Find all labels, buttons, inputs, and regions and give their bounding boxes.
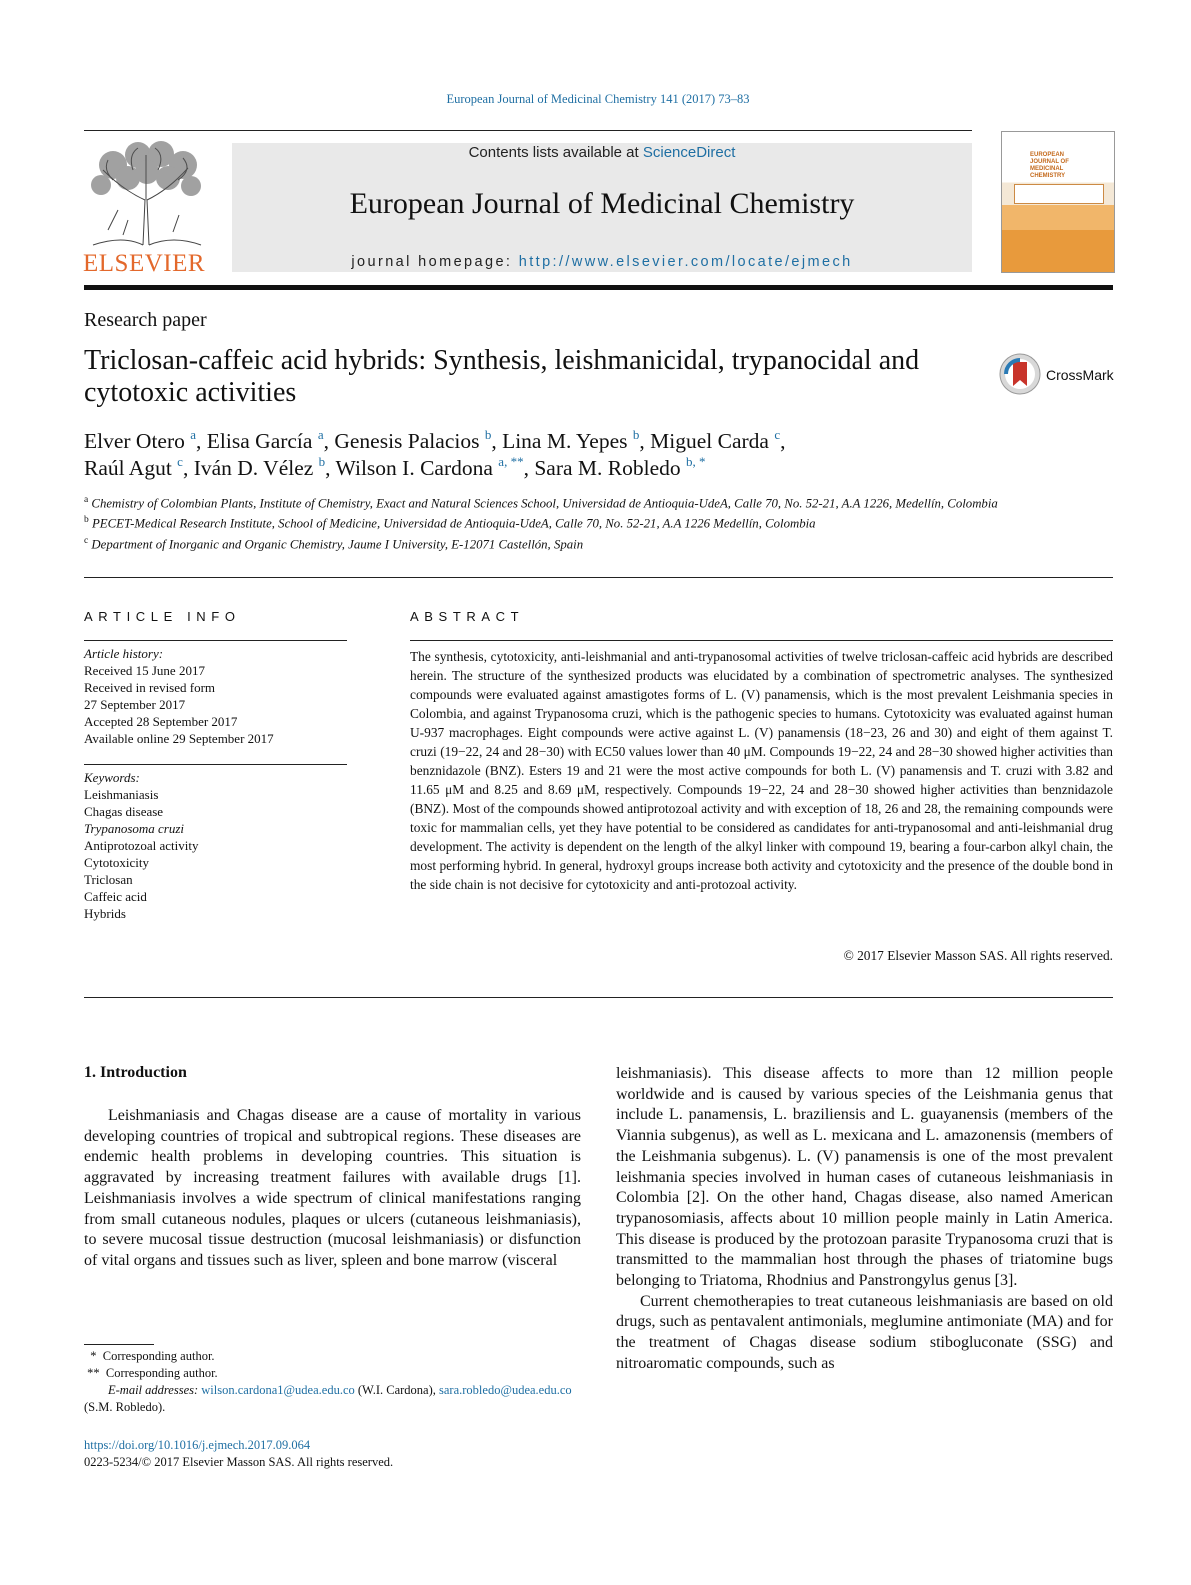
- paragraph: leishmaniasis). This disease affects to more than 12 million people worldwide and is caused by various species of the Leishmania genus that include L. panamensis, L. braziliensis and L. guayanensis (members of the Viannia subgenus), as well as L. mexicana and L. amazonensis (members of the Leishmania subgenus). L. (V) panamensis is one of the most prevalent leishmania species involved in human cases of cutaneous leishmaniasis in Colombia [2]. On the other hand, Chagas disease, also named American trypanosomiasis, affects about 10 million people mainly in Latin America. This disease is produced by the protozoan parasite Trypanosoma cruzi that is transmitted to the mammalian host through the phases of triatomine bugs belonging to Triatoma, Rhodnius and Panstrongylus genus [3].: [616, 1065, 1113, 1290]
- footnote-text: Corresponding author.: [105, 1366, 218, 1380]
- paragraph: Leishmaniasis and Chagas disease are a cause of mortality in various developing countries of tropical and subtropical regions. These diseases are endemic health problems in developing countries. This situation is aggravated by increasing treatment failures with available drugs [1]. Leishmaniasis involves a wide spectrum of clinical manifestations ranging from small cutaneous nodules, plaques or ulcers (cutaneous leishmaniasis), to severe mucosal tissue destruction (mucosal leishmaniasis) or disfunction of vital organs and tissues such as liver, spleen and bone marrow (visceral: [84, 1107, 581, 1269]
- author-name[interactable]: Lina M. Yepes: [502, 429, 628, 453]
- author-name[interactable]: Wilson I. Cardona: [335, 456, 493, 480]
- author-affil-mark[interactable]: a: [190, 427, 197, 442]
- keyword: Leishmaniasis: [84, 787, 159, 802]
- doi-link[interactable]: https://doi.org/10.1016/j.ejmech.2017.09.064: [84, 1438, 311, 1452]
- keywords-label: Keywords:: [84, 770, 140, 785]
- footnote-corresponding: [84, 1348, 584, 1365]
- header-bottom-rule: [84, 285, 1113, 290]
- affiliation-mark: b: [84, 515, 89, 526]
- affiliation-text: PECET-Medical Research Institute, School of Medicine, Universidad de Antioquia-UdeA, Calle 70, No. 52-21, A.A 1226 Medellín, Colombia: [91, 516, 816, 531]
- footnote-text: Corresponding author.: [102, 1349, 215, 1363]
- history-item: Accepted 28 September 2017: [84, 714, 238, 729]
- affiliation-mark: a: [84, 495, 89, 505]
- author-name[interactable]: Raúl Agut: [84, 456, 172, 480]
- author-list: Elver Otero $^a$, Elisa García $^a$, Genesis Palacios $^b$, Lina M. Yepes $^b$, Miguel Carda $^c$, Raúl Agut $^c$, Iván D. Vélez $^b$, Wilson I. Cardona $^{a, **}$, Sara M. Robledo $^{b, *}$: [84, 427, 786, 480]
- keyword: Triclosan: [84, 872, 133, 887]
- affiliation: [84, 512, 1114, 532]
- history-item: Available online 29 September 2017: [84, 731, 274, 746]
- footnotes: [84, 1348, 584, 1416]
- footnote-corresponding: [84, 1365, 584, 1382]
- email-owner: (W.I. Cardona),: [357, 1383, 436, 1397]
- keyword: Trypanosoma cruzi: [84, 821, 185, 836]
- author-affil-mark[interactable]: b, *: [686, 454, 706, 469]
- history-item: Received 15 June 2017: [84, 663, 205, 678]
- cover-graphic: [1014, 184, 1104, 204]
- contents-line: [232, 144, 972, 161]
- cover-title: EUROPEAN JOURNAL OF MEDICINAL CHEMISTRY: [1030, 152, 1069, 179]
- contents-prefix: Contents lists available at: [468, 144, 643, 161]
- author-name[interactable]: Elver Otero: [84, 429, 185, 453]
- email-link[interactable]: sara.robledo@udea.edu.co: [439, 1383, 572, 1397]
- article-info-rule: [84, 640, 347, 641]
- running-head[interactable]: European Journal of Medicinal Chemistry 141 (2017) 73–83: [446, 92, 750, 106]
- article-type: Research paper: [84, 309, 207, 331]
- author-affil-mark[interactable]: c: [177, 454, 183, 469]
- elsevier-tree-icon: [83, 140, 208, 250]
- author-name[interactable]: Iván D. Vélez: [193, 456, 314, 480]
- sciencedirect-link[interactable]: ScienceDirect: [642, 144, 736, 161]
- email-owner: (S.M. Robledo).: [84, 1400, 166, 1414]
- homepage-line: [232, 254, 972, 270]
- crossmark-icon: [998, 352, 1042, 396]
- elsevier-wordmark: ELSEVIER: [83, 250, 206, 277]
- footnote-emails: [84, 1382, 584, 1416]
- journal-header-box: [232, 143, 972, 272]
- issn-line: 0223-5234/© 2017 Elsevier Masson SAS. All rights reserved.: [84, 1455, 394, 1469]
- abstract-rule: [410, 640, 1113, 641]
- author-affil-mark[interactable]: a, **: [498, 454, 524, 469]
- affiliation: [84, 533, 1114, 553]
- article-title: Triclosan-caffeic acid hybrids: Synthesis, leishmanicidal, trypanocidal and cytotoxic activities: [84, 345, 920, 408]
- footnote-rule: [84, 1344, 154, 1345]
- keyword: Caffeic acid: [84, 889, 147, 904]
- affiliation-text: Chemistry of Colombian Plants, Institute of Chemistry, Exact and Natural Sciences School, Universidad de Antioquia-UdeA, Calle 70, No. 52-21, A.A 1226, Medellín, Colombia: [91, 496, 998, 511]
- article-info-heading: ARTICLE INFO: [84, 609, 241, 624]
- history-item: 27 September 2017: [84, 697, 186, 712]
- author-affil-mark[interactable]: b: [632, 427, 640, 442]
- affiliation: [84, 492, 1114, 512]
- journal-name: European Journal of Medicinal Chemistry: [349, 187, 855, 220]
- keyword: Chagas disease: [84, 804, 164, 819]
- abstract-bottom-rule: [84, 997, 1113, 998]
- keywords: [84, 769, 347, 922]
- author-name[interactable]: Miguel Carda: [650, 429, 769, 453]
- keyword: Cytotoxicity: [84, 855, 149, 870]
- header-top-rule: [84, 130, 972, 131]
- homepage-link[interactable]: http://www.elsevier.com/locate/ejmech: [518, 254, 853, 270]
- author-name[interactable]: Elisa García: [206, 429, 313, 453]
- author-affil-mark[interactable]: b: [318, 454, 326, 469]
- body-column-right: [616, 1064, 1113, 1375]
- keywords-rule: [84, 764, 347, 765]
- footnote-mark: **: [87, 1366, 100, 1380]
- author-name[interactable]: Sara M. Robledo: [534, 456, 681, 480]
- elsevier-logo[interactable]: [83, 140, 208, 278]
- author-affil-mark[interactable]: a: [317, 427, 324, 442]
- body-column-left: [84, 1106, 581, 1272]
- affiliation-mark: c: [84, 535, 89, 546]
- article-history: [84, 645, 347, 747]
- crossmark-badge[interactable]: [998, 352, 1116, 396]
- history-item: Received in revised form: [84, 680, 216, 695]
- history-label: Article history:: [84, 646, 164, 661]
- abstract-text: The synthesis, cytotoxicity, anti-leishmanial and anti-trypanosomal activities of twelve triclosan-caffeic acid hybrids are described herein. The structure of the synthesized products was elucidated by a combination of spectrometric analyses. The synthesized compounds were evaluated against amastigotes forms of L. (V) panamensis, which is the most prevalent Leishmania species in Colombia, and against Trypanosoma cruzi, which is the pathogenic species to humans. Cytotoxicity was evaluated against human U-937 macrophages. Eight compounds were active against L. (V) panamensis (18−23, 26 and 30) and eight of them against T. cruzi (19−22, 24 and 28−30) with EC50 values lower than 40 μM. Compounds 19−22, 24 and 28−30 showed higher activities than benznidazole (BNZ). Esters 19 and 21 were the most active compounds for both L. (V) panamensis and T. cruzi with 3.82 and 11.65 μM and 8.25 and 8.69 μM, respectively. Compounds 19−22, 24 and 28−30 showed higher activities than benznidazole (BNZ). Most of the compounds showed antiprotozoal activity and with exception of 18, 26 and 28, the remaining compounds were toxic for mammalian cells, yet they have potential to be considered as candidates for anti-trypanosomal and anti-leishmanial drug development. The activity is dependent on the length of the alkyl linker with compound 19, bearing a four-carbon alkyl chain, the most performing hybrid. In general, hydroxyl groups increase both activity and cytotoxicity and the presence of the double bond in the side chain is not decisive for cytotoxicity and anti-protozoal activity.: [410, 649, 1113, 892]
- journal-cover-thumbnail[interactable]: [1001, 131, 1115, 273]
- doi-block: [84, 1437, 584, 1471]
- keyword: Antiprotozoal activity: [84, 838, 199, 853]
- affiliations: [84, 492, 1114, 553]
- abstract-heading: ABSTRACT: [410, 609, 525, 624]
- email-link[interactable]: wilson.cardona1@udea.edu.co: [201, 1383, 355, 1397]
- abstract-copyright: © 2017 Elsevier Masson SAS. All rights reserved.: [843, 948, 1113, 963]
- homepage-prefix: journal homepage:: [351, 254, 519, 270]
- author-affil-mark[interactable]: b: [484, 427, 492, 442]
- author-name[interactable]: Genesis Palacios: [334, 429, 480, 453]
- crossmark-label: CrossMark: [1046, 367, 1114, 383]
- title-bottom-rule: [84, 577, 1113, 578]
- author-affil-mark[interactable]: c: [774, 427, 781, 442]
- email-label: E-mail addresses:: [108, 1383, 199, 1397]
- affiliation-text: Department of Inorganic and Organic Chemistry, Jaume I University, E-12071 Castellón, Spain: [91, 536, 584, 551]
- footnote-mark: *: [90, 1349, 97, 1363]
- section-heading: 1. Introduction: [84, 1064, 187, 1081]
- paragraph: Current chemotherapies to treat cutaneous leishmaniasis are based on old drugs, such as pentavalent antimonials, meglumine antimoniate (MA) and for the treatment of Chagas disease sodium stibogluconate (SSG) and nitroaromatic compounds, such as: [616, 1292, 1113, 1372]
- keyword: Hybrids: [84, 906, 126, 921]
